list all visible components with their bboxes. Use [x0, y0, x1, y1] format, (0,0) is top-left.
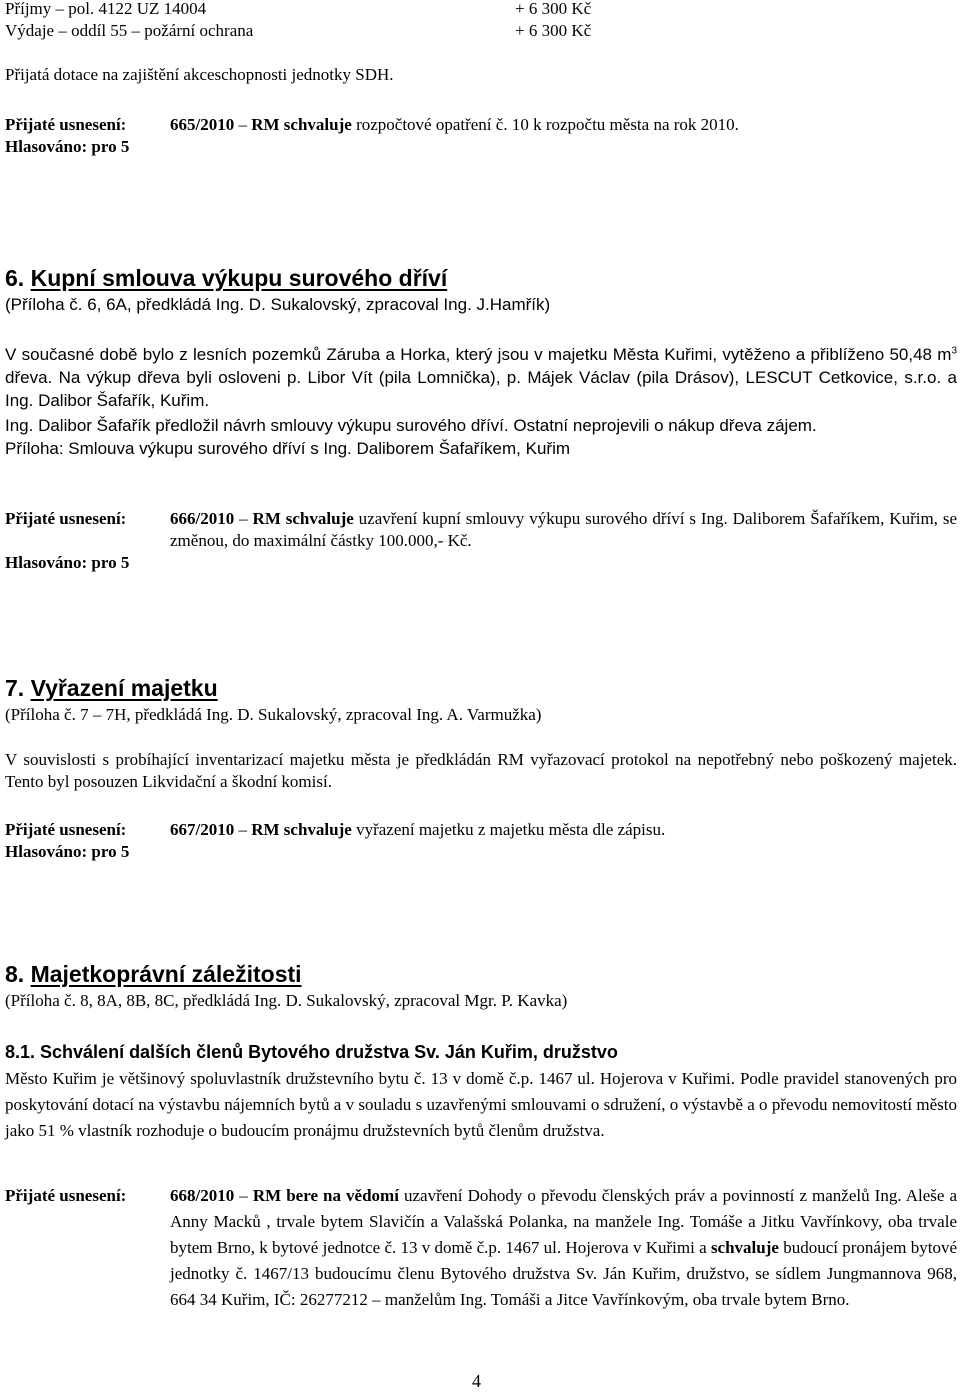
vote-label: Hlasováno: pro 5: [5, 553, 130, 572]
section-8-1-paragraph: Město Kuřim je většinový spoluvlastník družstevního bytu č. 13 v domě č.p. 1467 ul. Hojerova v Kuřimi. Podle pravidel stanovených pro poskytování dotací na výstavbu nájemních bytů a v souladu s uzavřenými smlouvami o sdružení, o výstavbě a o převodu nemovitostí město jako 51 % vlastník rozhoduje o budoucím pronájmu družstevních bytů členům družstva.: [5, 1069, 957, 1140]
income-row: [5, 0, 957, 20]
resolution-verb: RM schvaluje: [251, 820, 352, 839]
resolution-verb-2: schvaluje: [710, 1238, 779, 1257]
section-8-1-heading: 8.1. Schválení dalších členů Bytového družstva Sv. Ján Kuřim, družstvo: [5, 1042, 618, 1062]
income-value: + 6 300 Kč: [515, 0, 592, 18]
section-6-subtitle: (Příloha č. 6, 6A, předkládá Ing. D. Sukalovský, zpracoval Ing. J.Hamřík): [5, 295, 551, 314]
resolution-verb: RM schvaluje: [251, 115, 352, 134]
section-6-attachment: Příloha: Smlouva výkupu surového dříví s Ing. Daliborem Šafaříkem, Kuřim: [5, 439, 571, 458]
resolution-text: vyřazení majetku z majetku města dle zápisu.: [351, 820, 666, 839]
resolution-666: Přijaté usnesení: Hlasováno: pro 5 666/2010 – RM schvaluje uzavření kupní smlouvy výkupu surového dříví s Ing. Daliborem Šafaříkem, Kuřim, se změnou, do maximální částky 100.000,- Kč.: [5, 509, 957, 572]
section-7-subtitle: (Příloha č. 7 – 7H, předkládá Ing. D. Sukalovský, zpracoval Ing. A. Varmužka): [5, 705, 542, 724]
vote-label: Hlasováno: pro 5: [5, 137, 130, 156]
section-6-paragraph: V současné době bylo z lesních pozemků Záruba a Horka, který jsou v majetku Města Kuřimi, vytěženo a přiblíženo 50,48 $m^3$ dřeva. Na výkup dřeva byli osloveni p. Libor Vít (pila Lomnička), p. Májek Václav (pila Drásov), LESCUT Cetkovice, s.r.o. a Ing. Dalibor Šafařík, Kuřim.: [5, 345, 957, 410]
resolution-667: Přijaté usnesení: Hlasováno: pro 5 667/2010 – RM schvaluje vyřazení majetku z majetku města dle zápisu.: [5, 820, 666, 861]
expense-value: + 6 300 Kč: [515, 21, 592, 40]
vote-label: Hlasováno: pro 5: [5, 842, 130, 861]
resolution-668: Přijaté usnesení: 668/2010 – RM bere na vědomí uzavření Dohody o převodu členských práv a povinností z manželů Ing. Aleše a Anny Macků , trvale bytem Slavičín a Valašská Polanka, na manžele Ing. Tomáše a Jitku Vavřínkovy, oba trvale bytem Brno, k bytové jednotce č. 13 v domě č.p. 1467 ul. Hojerova v Kuřimi a schvaluje budoucí pronájem bytové jednotky č. 1467/13 budoucímu členu Bytového družstva Sv. Ján Kuřim, družstvo, se sídlem Jungmannova 968, 664 34 Kuřim, IČ: 26277212 – manželům Ing. Tomáši a Jitce Vavřínkovým, oba trvale bytem Brno.: [5, 1186, 957, 1309]
section-6-note: Ing. Dalibor Šafařík předložil návrh smlouvy výkupu surového dříví. Ostatní neprojevili o nákup dřeva zájem.: [5, 416, 817, 435]
income-label: Příjmy – pol. 4122 UZ 14004: [5, 0, 207, 18]
resolution-label: Přijaté usnesení:: [5, 509, 127, 528]
resolution-label: Přijaté usnesení:: [5, 820, 127, 839]
section-6-heading: 6. Kupní smlouva výkupu surového dříví: [5, 265, 448, 291]
section-title: Vyřazení majetku: [30, 675, 218, 701]
section-7-paragraph: V souvislosti s probíhající inventarizací majetku města je předkládán RM vyřazovací protokol na nepotřebný nebo poškozený majetek. Tento byl posouzen Likvidační a škodní komisí.: [5, 750, 957, 791]
resolution-text-2: budoucí pronájem bytové jednotky č. 1467/13 budoucímu členu Bytového družstva Sv. Ján Kuřim, družstvo, se sídlem Jungmannova 968, 664 34 Kuřim, IČ: 26277212 – manželům Ing. Tomáši a Jitce Vavřínkovým, oba trvale bytem Brno.: [170, 1238, 957, 1309]
section-7-heading: 7. Vyřazení majetku: [5, 675, 218, 701]
expense-row: [5, 20, 957, 42]
expense-label: Výdaje – oddíl 55 – požární ochrana: [5, 21, 254, 40]
resolution-label: Přijaté usnesení:: [5, 1186, 127, 1205]
resolution-verb: RM bere na vědomí: [252, 1186, 399, 1205]
resolution-label: Přijaté usnesení:: [5, 115, 127, 134]
section-title: Kupní smlouva výkupu surového dříví: [30, 265, 448, 291]
resolution-number: 667/2010: [170, 820, 235, 839]
section-title: Majetkoprávní záležitosti: [30, 961, 302, 987]
section-8-heading: 8. Majetkoprávní záležitosti: [5, 961, 302, 987]
resolution-text: rozpočtové opatření č. 10 k rozpočtu města na rok 2010.: [351, 115, 739, 134]
resolution-number: 668/2010: [170, 1186, 235, 1205]
section-8-subtitle: (Příloha č. 8, 8A, 8B, 8C, předkládá Ing. D. Sukalovský, zpracoval Mgr. P. Kavka): [5, 991, 568, 1010]
resolution-number: 665/2010: [170, 115, 235, 134]
budget-note: Přijatá dotace na zajištění akceschopnosti jednotky SDH.: [5, 65, 394, 84]
resolution-verb: RM schvaluje: [252, 509, 354, 528]
resolution-number: 666/2010: [170, 509, 235, 528]
resolution-665: Přijaté usnesení: Hlasováno: pro 5 665/2010 – RM schvaluje rozpočtové opatření č. 10 k rozpočtu města na rok 2010.: [5, 115, 739, 156]
budget-block: [5, 0, 957, 86]
resolution-text: uzavření Dohody o převodu členských práv a povinností z manželů Ing. Aleše a Anny Macků , trvale bytem Slavičín a Valašská Polanka, na manžele Ing. Tomáše a Jitku Vavřínkovy, oba trvale bytem Brno, k bytové jednotce č. 13 v domě č.p. 1467 ul. Hojerova v Kuřimi a: [170, 1186, 957, 1257]
page-number: 4: [472, 1371, 481, 1391]
resolution-text: uzavření kupní smlouvy výkupu surového dříví s Ing. Daliborem Šafaříkem, Kuřim, se změnou, do maximální částky 100.000,- Kč.: [170, 509, 957, 550]
